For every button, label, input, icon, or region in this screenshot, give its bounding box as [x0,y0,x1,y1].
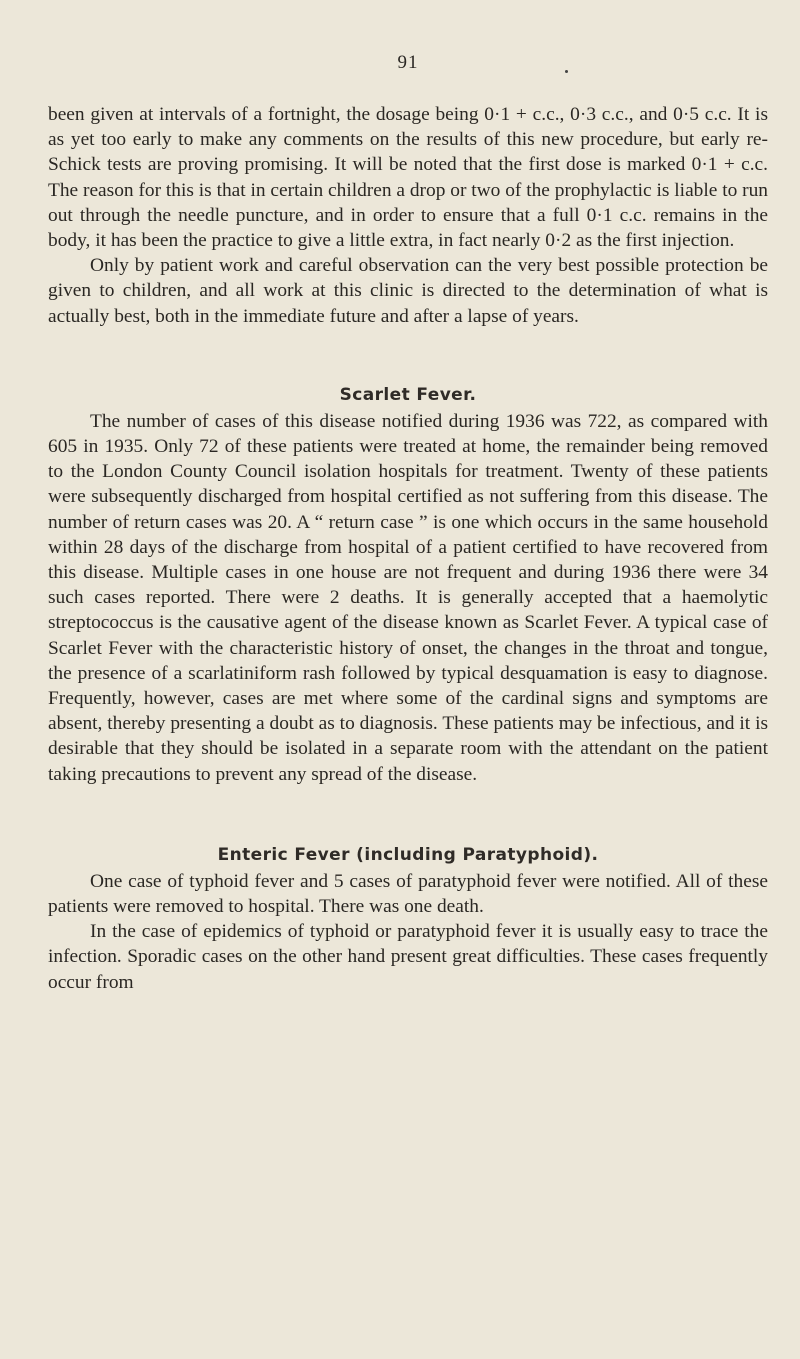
scarlet-fever-paragraph: The number of cases of this disease notified during 1936 was 722, as compared with 605 in 1935. Only 72 of these patients were treated at home, the remainder being removed to the London County Council isolation hospitals for treatment. Twenty of these patients were subsequently discharged from hospital certified as not suffering from this disease. The number of return cases was 20. A “ return case ” is one which occurs in the same household within 28 days of the discharge from hospital of a patient certified to have recovered from this disease. Multiple cases in one house are not frequent and during 1936 there were 34 such cases reported. There were 2 deaths. It is generally accepted that a haemolytic streptococcus is the causative agent of the disease known as Scarlet Fever. A typical case of Scarlet Fever with the characteristic history of onset, the changes in the throat and tongue, the presence of a scarlatiniform rash followed by typical desquamation is easy to diagnose. Frequently, however, cases are met where some of the cardinal signs and symptoms are absent, thereby presenting a doubt as to diagnosis. These patients may be infectious, and it is desirable that they should be isolated in a separate room with the attendant on the patient taking precautions to prevent any spread of the disease. [48,410,768,785]
intro-paragraph-1: been given at intervals of a fortnight, the dosage being 0·1 + c.c., 0·3 c.c., and 0·5 c.c. It is as yet too early to make any comments on the results of this new procedure, but early re-Schick tests are proving promising. It will be noted that the first dose is marked 0·1 + c.c. The reason for this is that in certain children a drop or two of the prophylactic is liable to run out through the needle puncture, and in order to ensure that a full 0·1 c.c. remains in the body, it has been the practice to give a little extra, in fact nearly 0·2 as the first injection. [48,104,768,252]
enteric-fever-paragraph-1: One case of typhoid fever and 5 cases of paratyphoid fever were notified. All of these patients were removed to hospital. There was one death. [48,870,768,918]
scarlet-fever-heading: Scarlet Fever. [339,384,477,405]
intro-paragraph-2: Only by patient work and careful observation can the very best possible protection be given to children, and all work at this clinic is directed to the determination of what is actually best, both in the immediate future and after a lapse of years. [48,255,768,327]
stray-ink-mark [565,70,568,73]
enteric-fever-paragraph-2: In the case of epidemics of typhoid or paratyphoid fever it is usually easy to trace the infection. Sporadic cases on the other hand present great difficulties. These cases frequently occur from [48,921,768,993]
enteric-fever-heading: Enteric Fever (including Paratyphoid). [217,844,599,865]
page-number: 91 [397,52,419,73]
